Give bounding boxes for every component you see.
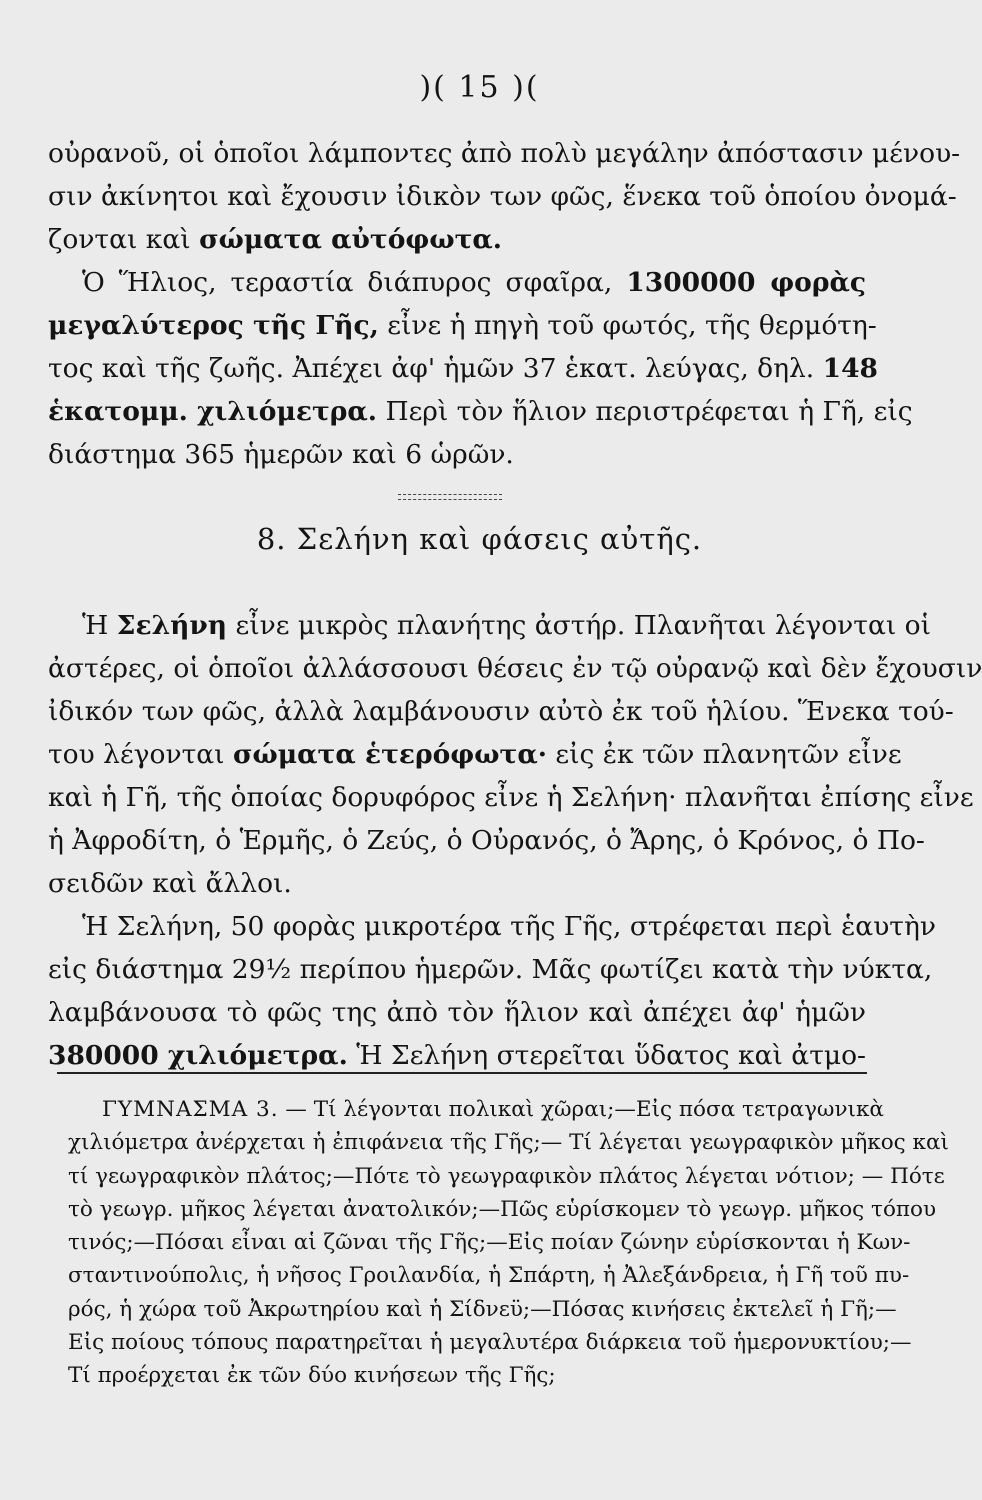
text-line: ρός, ἡ χώρα τοῦ Ἀκρωτηρίου καὶ ἡ Σίδνεϋ;—Πόσας κινήσεις ἐκτελεῖ ἡ Γῆ;— bbox=[68, 1296, 897, 1322]
text-line: χιλιόμετρα ἀνέρχεται ἡ ἐπιφάνεια τῆς Γῆς;— Τί λέγεται γεωγραφικὸν μῆκος καὶ bbox=[68, 1130, 949, 1156]
bold-term: 148 bbox=[822, 353, 878, 384]
bold-term: ἑκατομμ. χιλιόμετρα. bbox=[48, 396, 378, 427]
text-line: ἀστέρες, οἱ ὁποῖοι ἀλλάσσουσι θέσεις ἐν τῷ οὐρανῷ καὶ δὲν ἔχουσιν bbox=[48, 653, 982, 684]
text-run: Ὁ Ἥλιος, τεραστία διάπυρος σφαῖρα, bbox=[82, 267, 627, 298]
text-line: Ἡ Σελήνη, 50 φορὰς μικροτέρα τῆς Γῆς, στρέφεται περὶ ἑαυτὴν bbox=[82, 911, 936, 942]
text-run: ζονται καὶ bbox=[48, 224, 200, 255]
text-line: Τί προέρχεται ἐκ τῶν δύο κινήσεων τῆς Γῆς; bbox=[68, 1363, 556, 1389]
text-run: εἶνε μικρὸς πλανήτης ἀστήρ. Πλανῆται λέγονται οἱ bbox=[227, 610, 931, 641]
text-run: εἰς ἐκ τῶν πλανητῶν εἶνε bbox=[546, 739, 902, 770]
text-line bbox=[48, 604, 931, 647]
page-number: )( 15 )( bbox=[419, 70, 540, 105]
text-line: καὶ ἡ Γῆ, τῆς ὁποίας δορυφόρος εἶνε ἡ Σελήνη· πλανῆται ἐπίσης εἶνε bbox=[48, 782, 974, 813]
text-line: λαμβάνουσα τὸ φῶς της ἀπὸ τὸν ἥλιον καὶ ἀπέχει ἀφ' ἡμῶν bbox=[48, 997, 866, 1028]
text-line: ἰδικόν των φῶς, ἀλλὰ λαμβάνουσιν αὐτὸ ἐκ τοῦ ἡλίου. Ἕνεκα τού- bbox=[48, 696, 954, 727]
text-line bbox=[68, 1093, 884, 1126]
text-run: τος καὶ τῆς ζωῆς. Ἀπέχει ἀφ' ἡμῶν 37 ἑκατ. λεύγας, δηλ. bbox=[48, 353, 823, 384]
section-heading: 8. Σελήνη καὶ φάσεις αὐτῆς. bbox=[256, 522, 703, 556]
text-run: εἶνε ἡ πηγὴ τοῦ φωτός, τῆς θερμότη- bbox=[378, 310, 877, 341]
text-line: Εἰς ποίους τόπους παρατηρεῖται ἡ μεγαλυτέρα διάρκεια τοῦ ἡμερονυκτίου;— bbox=[68, 1330, 912, 1356]
text-line bbox=[48, 733, 902, 776]
text-line bbox=[48, 304, 877, 347]
exercise-block bbox=[68, 1093, 949, 1393]
bold-term: Σελήνη bbox=[116, 610, 228, 641]
text-line: οὐρανοῦ, οἱ ὁποῖοι λάμποντες ἀπὸ πολὺ μεγάλην ἀπόστασιν μένου- bbox=[48, 138, 961, 169]
text-run: Περὶ τὸν ἥλιον περιστρέφεται ἡ Γῆ, εἰς bbox=[377, 396, 913, 427]
text-line bbox=[48, 390, 913, 433]
text-run: Ἡ Σελήνη στερεῖται ὕδατος καὶ ἀτμο- bbox=[347, 1040, 866, 1071]
text-line: τὸ γεωγρ. μῆκος λέγεται ἀνατολικόν;—Πῶς εὑρίσκομεν τὸ γεωγρ. μῆκος τόπου bbox=[68, 1196, 937, 1222]
text-line bbox=[48, 1034, 866, 1077]
text-line: εἰς διάστημα 29½ περίπου ἡμερῶν. Μᾶς φωτίζει κατὰ τὴν νύκτα, bbox=[48, 954, 933, 985]
text-line: τί γεωγραφικὸν πλάτος;—Πότε τὸ γεωγραφικὸν πλάτος λέγεται νότιον; — Πότε bbox=[68, 1163, 945, 1189]
text-line bbox=[48, 347, 878, 390]
text-line: σιν ἀκίνητοι καὶ ἔχουσιν ἰδικὸν των φῶς, ἕνεκα τοῦ ὁποίου ὀνομά- bbox=[48, 181, 957, 212]
bold-term: σώματα αὐτόφωτα. bbox=[199, 224, 503, 255]
text-run: του λέγονται bbox=[48, 739, 233, 770]
text-line: διάστημα 365 ἡμερῶν καὶ 6 ὡρῶν. bbox=[48, 439, 514, 470]
paragraph-moon bbox=[48, 604, 982, 1077]
text-line bbox=[48, 218, 866, 261]
text-line bbox=[48, 261, 866, 304]
text-line: τινός;—Πόσαι εἶναι αἱ ζῶναι τῆς Γῆς;—Εἰς ποίαν ζώνην εὑρίσκονται ἡ Κων- bbox=[68, 1230, 911, 1256]
paragraph-sun bbox=[48, 132, 961, 476]
section-separator bbox=[398, 494, 502, 500]
text-line: ἡ Ἀφροδίτη, ὁ Ἑρμῆς, ὁ Ζεύς, ὁ Οὐρανός, ὁ Ἄρης, ὁ Κρόνος, ὁ Πο- bbox=[48, 825, 925, 856]
exercise-label: ΓΥΜΝΑΣΜΑ 3. bbox=[102, 1097, 279, 1122]
text-run: — Τί λέγονται πολικαὶ χῶραι;—Εἰς πόσα τετραγωνικὰ bbox=[285, 1097, 884, 1122]
bold-term: σώματα ἑτερόφωτα· bbox=[232, 739, 547, 770]
footnote-rule bbox=[57, 1072, 867, 1074]
text-run: Ἡ bbox=[82, 610, 117, 641]
bold-term: 380000 χιλιόμετρα. bbox=[48, 1040, 348, 1071]
text-line: σειδῶν καὶ ἄλλοι. bbox=[48, 868, 292, 899]
bold-term: μεγαλύτερος τῆς Γῆς, bbox=[48, 310, 379, 341]
bold-term: 1300000 φορὰς bbox=[626, 267, 866, 298]
text-line: σταντινούπολις, ἡ νῆσος Γροιλανδία, ἡ Σπάρτη, ἡ Ἀλεξάνδρεια, ἡ Γῆ τοῦ πυ- bbox=[68, 1263, 910, 1289]
